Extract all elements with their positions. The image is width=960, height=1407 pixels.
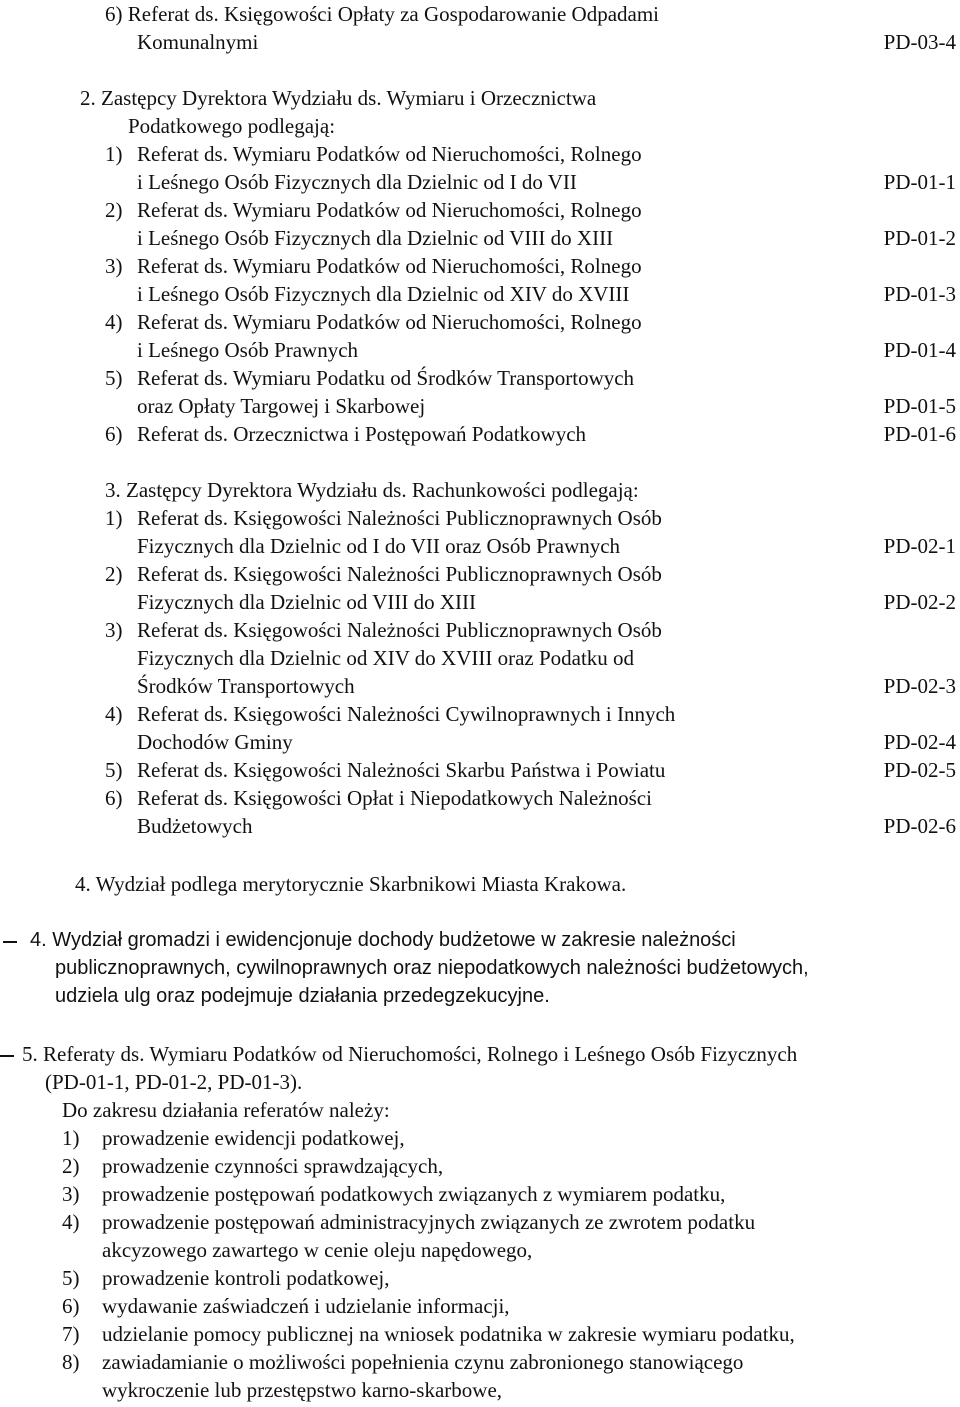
s3-item3-line2: Fizycznych dla Dzielnic od XIV do XVIII oraz Podatku od — [137, 646, 635, 670]
s3-item4-line2: Dochodów Gminy — [137, 730, 293, 754]
para4b-line1: 4. Wydział gromadzi i ewidencjonuje dochody budżetowe w zakresie należności — [30, 929, 736, 951]
s1-item6-line1: 6) Referat ds. Księgowości Opłaty za Gospodarowanie Odpadami — [105, 2, 660, 26]
s2-item5-num: 5) — [105, 366, 123, 390]
s3-item5-line1: Referat ds. Księgowości Należności Skarbu Państwa i Powiatu — [137, 758, 666, 782]
s3-item6-num: 6) — [105, 786, 123, 810]
p5-item7-text: udzielanie pomocy publicznej na wniosek podatnika w zakresie wymiaru podatku, — [102, 1322, 795, 1346]
s3-item2-line1: Referat ds. Księgowości Należności Publicznoprawnych Osób — [137, 562, 662, 586]
para4b-line3: udziela ulg oraz podejmuje działania przedegzekucyjne. — [55, 985, 550, 1007]
p5-item4-text2: akcyzowego zawartego w cenie oleju napędowego, — [102, 1238, 533, 1262]
s3-item3-num: 3) — [105, 618, 123, 642]
s2-item2-num: 2) — [105, 198, 123, 222]
s2-item3-line1: Referat ds. Wymiaru Podatków od Nieruchomości, Rolnego — [137, 254, 642, 278]
s2-heading-line2: Podatkowego podlegają: — [128, 114, 336, 138]
s2-item2-line2: i Leśnego Osób Fizycznych dla Dzielnic od VIII do XIII — [137, 226, 614, 250]
s2-heading-line1: 2. Zastępcy Dyrektora Wydziału ds. Wymiaru i Orzecznictwa — [80, 86, 597, 110]
s2-item6-code: PD-01-6 — [883, 422, 956, 446]
para4b-line2: publicznoprawnych, cywilnoprawnych oraz niepodatkowych należności budżetowych, — [55, 957, 809, 979]
s3-item3-line3: Środków Transportowych — [137, 674, 355, 698]
s2-item6-line1: Referat ds. Orzecznictwa i Postępowań Podatkowych — [137, 422, 587, 446]
s3-item5-num: 5) — [105, 758, 123, 782]
s2-item6-num: 6) — [105, 422, 123, 446]
p5-item2-num: 2) — [62, 1154, 80, 1178]
para5-line1: 5. Referaty ds. Wymiaru Podatków od Nieruchomości, Rolnego i Leśnego Osób Fizycznych — [22, 1042, 798, 1066]
para5-intro: Do zakresu działania referatów należy: — [62, 1098, 390, 1122]
s2-item1-code: PD-01-1 — [883, 170, 956, 194]
s2-item2-code: PD-01-2 — [883, 226, 956, 250]
s3-item4-num: 4) — [105, 702, 123, 726]
s3-item2-num: 2) — [105, 562, 123, 586]
p5-item8-text: zawiadamianie o możliwości popełnienia czynu zabronionego stanowiącego — [102, 1350, 744, 1374]
s3-item5-code: PD-02-5 — [883, 758, 956, 782]
p5-item3-num: 3) — [62, 1182, 80, 1206]
para5-line2: (PD-01-1, PD-01-2, PD-01-3). — [45, 1070, 303, 1094]
p5-item8-num: 8) — [62, 1350, 80, 1374]
p5-item7-num: 7) — [62, 1322, 80, 1346]
s2-item1-num: 1) — [105, 142, 123, 166]
s3-heading: 3. Zastępcy Dyrektora Wydziału ds. Rachunkowości podlegają: — [105, 478, 639, 502]
s3-item2-code: PD-02-2 — [883, 590, 956, 614]
s2-item3-line2: i Leśnego Osób Fizycznych dla Dzielnic od XIV do XVIII — [137, 282, 630, 306]
p5-item1-text: prowadzenie ewidencji podatkowej, — [102, 1126, 405, 1150]
s3-item1-line1: Referat ds. Księgowości Należności Publicznoprawnych Osób — [137, 506, 662, 530]
para4a: 4. Wydział podlega merytorycznie Skarbnikowi Miasta Krakowa. — [75, 872, 627, 896]
s3-item6-line2: Budżetowych — [137, 814, 253, 838]
p5-item6-num: 6) — [62, 1294, 80, 1318]
s2-item5-line1: Referat ds. Wymiaru Podatku od Środków Transportowych — [137, 366, 635, 390]
bullet-dash — [0, 1055, 14, 1057]
s3-item1-code: PD-02-1 — [883, 534, 956, 558]
p5-item5-num: 5) — [62, 1266, 80, 1290]
p5-item5-text: prowadzenie kontroli podatkowej, — [102, 1266, 390, 1290]
s3-item2-line2: Fizycznych dla Dzielnic od VIII do XIII — [137, 590, 476, 614]
s2-item2-line1: Referat ds. Wymiaru Podatków od Nieruchomości, Rolnego — [137, 198, 642, 222]
s2-item1-line1: Referat ds. Wymiaru Podatków od Nieruchomości, Rolnego — [137, 142, 642, 166]
s2-item5-code: PD-01-5 — [883, 394, 956, 418]
s3-item6-code: PD-02-6 — [883, 814, 956, 838]
s2-item3-num: 3) — [105, 254, 123, 278]
s2-item4-line1: Referat ds. Wymiaru Podatków od Nieruchomości, Rolnego — [137, 310, 642, 334]
p5-item6-text: wydawanie zaświadczeń i udzielanie informacji, — [102, 1294, 510, 1318]
s3-item4-line1: Referat ds. Księgowości Należności Cywilnoprawnych i Innych — [137, 702, 676, 726]
s1-item6-code: PD-03-4 — [883, 30, 956, 54]
p5-item4-num: 4) — [62, 1210, 80, 1234]
s2-item3-code: PD-01-3 — [883, 282, 956, 306]
p5-item4-text: prowadzenie postępowań administracyjnych związanych ze zwrotem podatku — [102, 1210, 756, 1234]
p5-item1-num: 1) — [62, 1126, 80, 1150]
s3-item3-code: PD-02-3 — [883, 674, 956, 698]
s2-item4-line2: i Leśnego Osób Prawnych — [137, 338, 359, 362]
s2-item4-code: PD-01-4 — [883, 338, 956, 362]
p5-item2-text: prowadzenie czynności sprawdzających, — [102, 1154, 444, 1178]
p5-item3-text: prowadzenie postępowań podatkowych związanych z wymiarem podatku, — [102, 1182, 726, 1206]
s3-item6-line1: Referat ds. Księgowości Opłat i Niepodatkowych Należności — [137, 786, 652, 810]
s2-item4-num: 4) — [105, 310, 123, 334]
s2-item5-line2: oraz Opłaty Targowej i Skarbowej — [137, 394, 426, 418]
s3-item1-line2: Fizycznych dla Dzielnic od I do VII oraz Osób Prawnych — [137, 534, 621, 558]
p5-item8-text2: wykroczenie lub przestępstwo karno-skarbowe, — [102, 1378, 503, 1402]
s2-item1-line2: i Leśnego Osób Fizycznych dla Dzielnic od I do VII — [137, 170, 577, 194]
s3-item3-line1: Referat ds. Księgowości Należności Publicznoprawnych Osób — [137, 618, 662, 642]
bullet-dash — [3, 941, 17, 943]
s3-item1-num: 1) — [105, 506, 123, 530]
s3-item4-code: PD-02-4 — [883, 730, 956, 754]
s1-item6-line2: Komunalnymi — [137, 30, 259, 54]
